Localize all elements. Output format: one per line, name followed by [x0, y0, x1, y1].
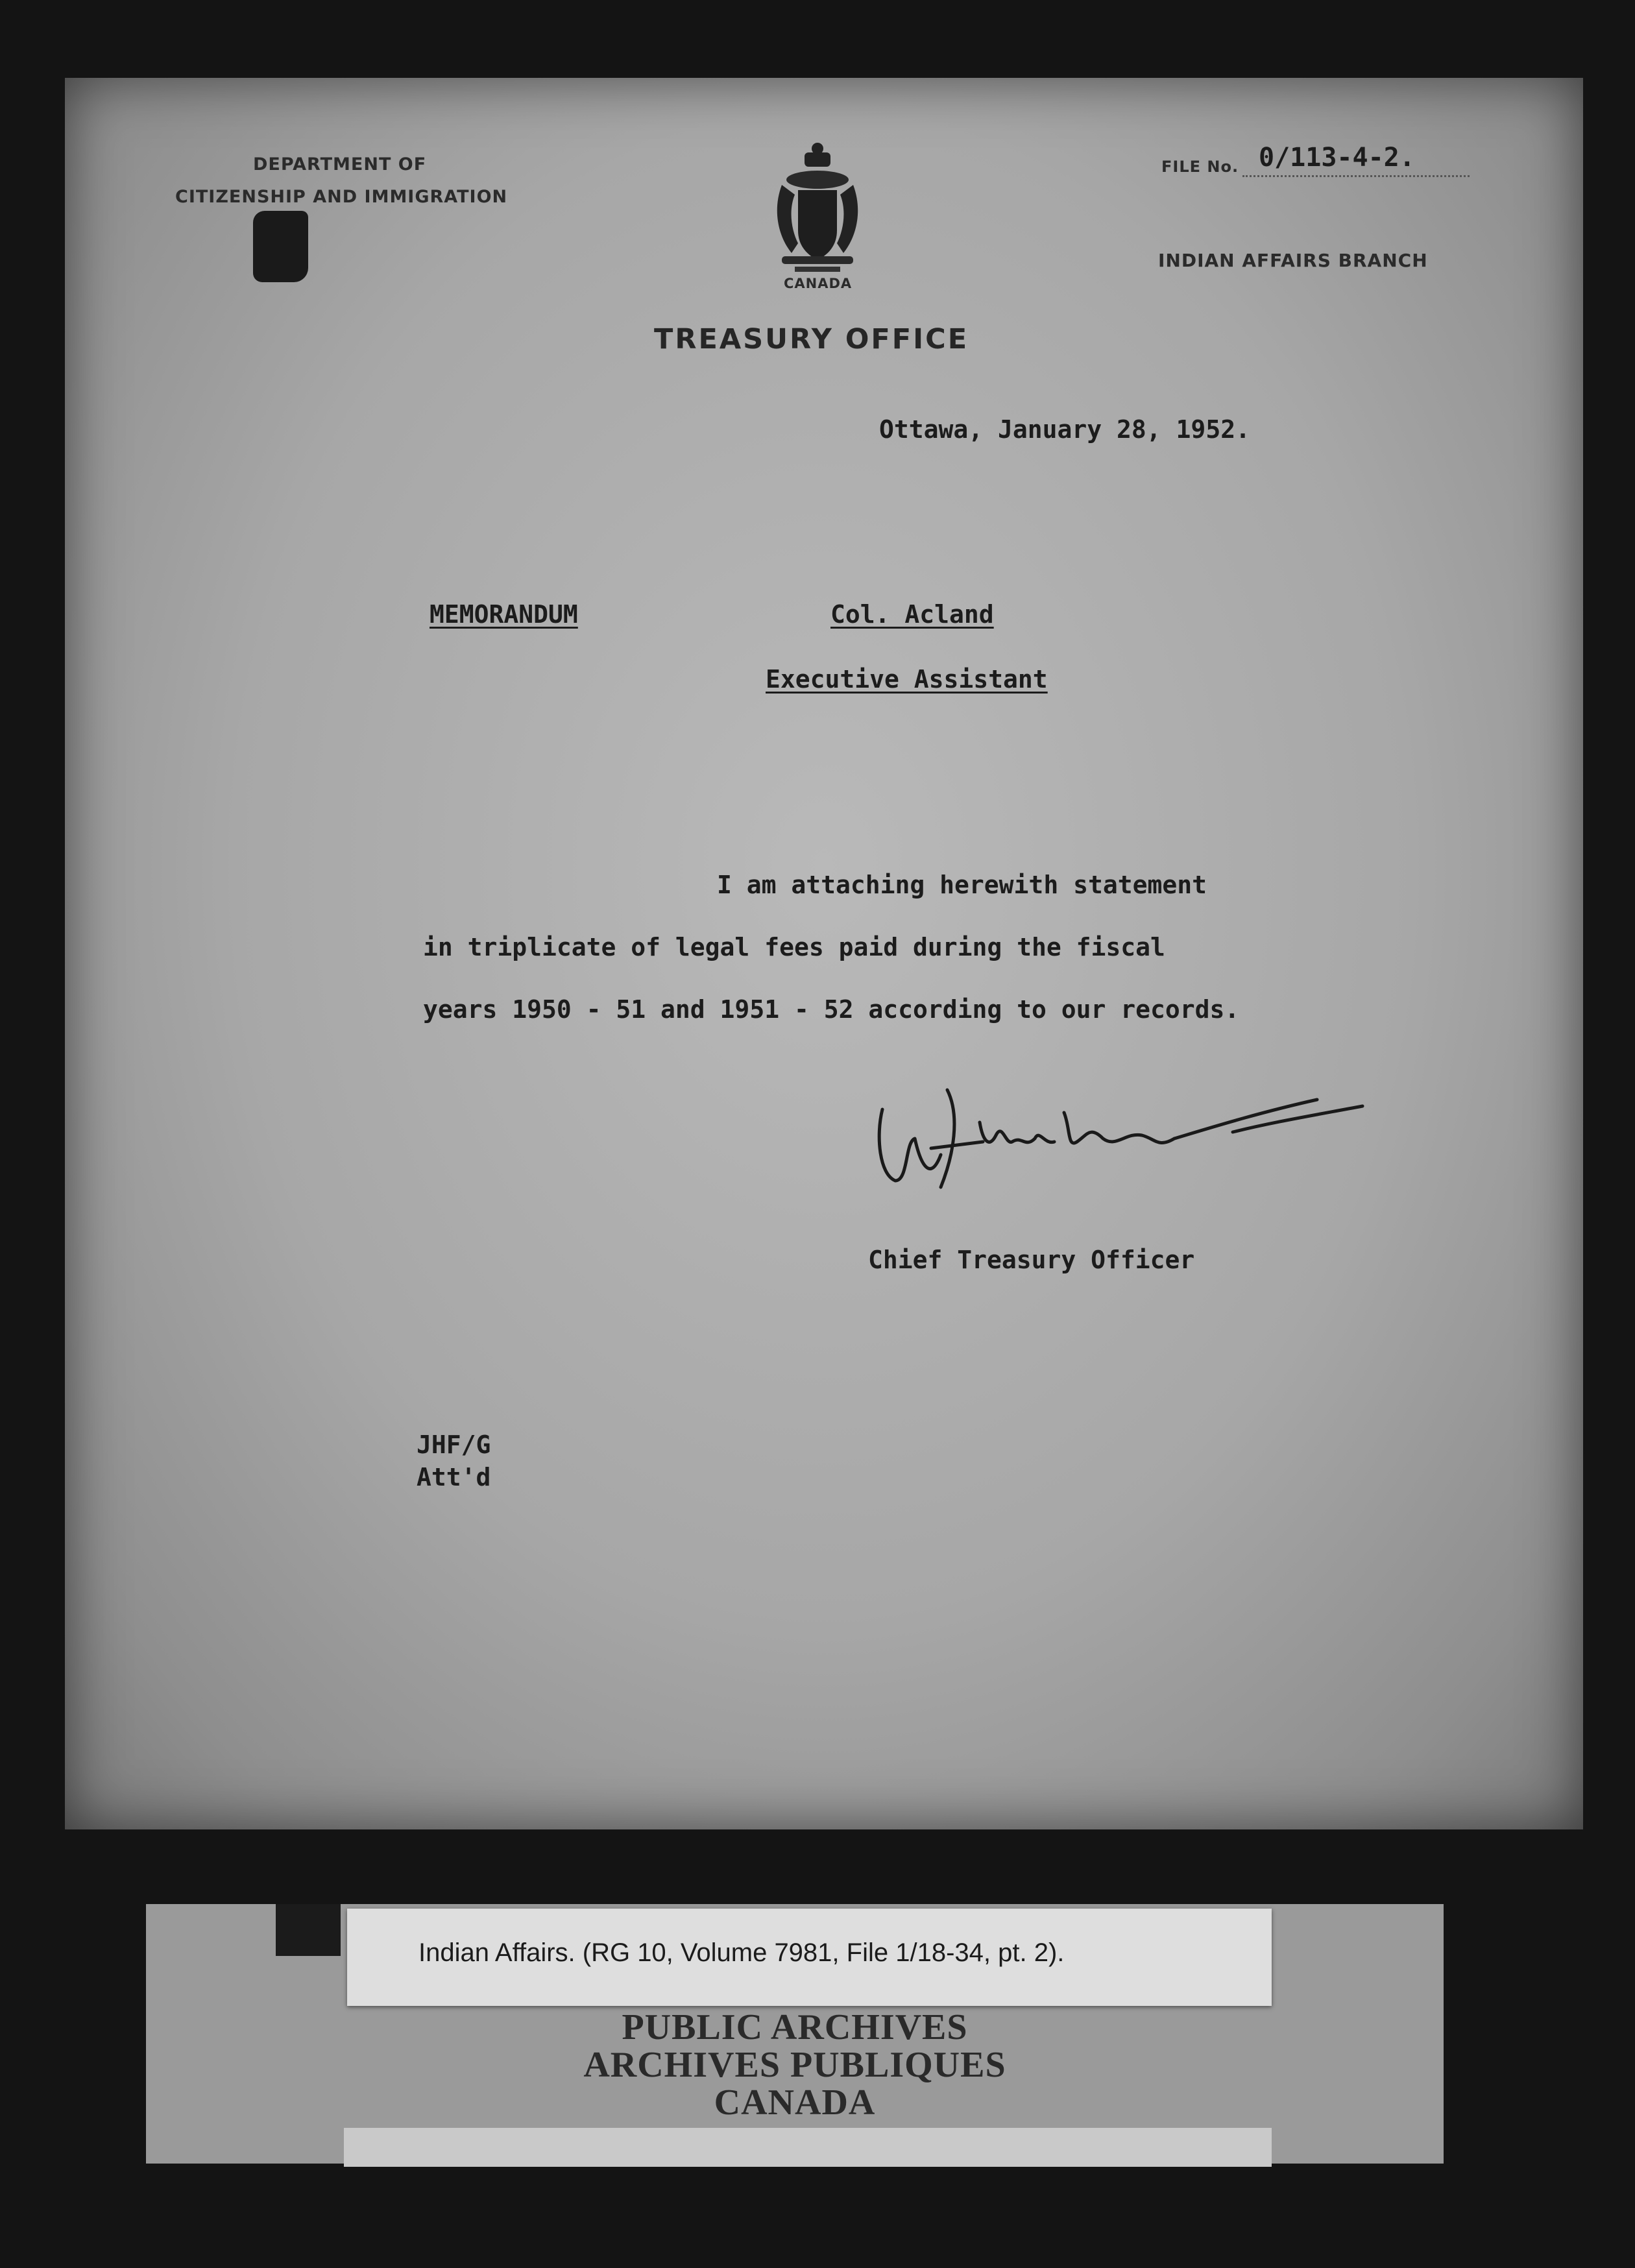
handwritten-signature — [869, 1077, 1388, 1207]
archive-stamp-line-3: CANADA — [714, 2082, 876, 2123]
office-title: TREASURY OFFICE — [654, 323, 969, 356]
archive-citation: Indian Affairs. (RG 10, Volume 7981, File 1/18-34, pt. 2). — [418, 1938, 1065, 1967]
archive-stamp-line-2: ARCHIVES PUBLIQUES — [583, 2045, 1006, 2085]
strip-notch — [276, 1904, 341, 1956]
file-number-label: FILE No. — [1161, 158, 1239, 176]
file-number: 0/113-4-2. — [1259, 143, 1415, 173]
body-line-1: I am attaching herewith statement — [717, 871, 1207, 899]
archive-citation-card — [347, 1909, 1272, 2006]
coat-of-arms-caption: CANADA — [784, 276, 853, 291]
department-line-1: DEPARTMENT OF — [253, 154, 427, 175]
body-line-2: in triplicate of legal fees paid during the fiscal — [423, 933, 1165, 961]
branch-name: INDIAN AFFAIRS BRANCH — [1158, 250, 1428, 271]
department-line-2: CITIZENSHIP AND IMMIGRATION — [175, 187, 508, 207]
file-number-line — [1242, 174, 1470, 177]
memo-type: MEMORANDUM — [430, 600, 578, 629]
memo-date: Ottawa, January 28, 1952. — [879, 415, 1250, 444]
document-sheet — [65, 78, 1583, 1829]
reference-initials: JHF/G — [417, 1430, 491, 1459]
recipient-name: Col. Acland — [830, 600, 994, 629]
attachment-note: Att'd — [417, 1463, 491, 1491]
archive-stamp-line-1: PUBLIC ARCHIVES — [622, 2007, 968, 2047]
coat-of-arms-emblem — [769, 139, 866, 282]
punch-hole-mark — [253, 211, 308, 282]
body-line-3: years 1950 - 51 and 1951 - 52 according to our records. — [423, 995, 1240, 1024]
recipient-title: Executive Assistant — [766, 665, 1048, 694]
lower-label-strip — [344, 2128, 1272, 2167]
signature-title: Chief Treasury Officer — [868, 1246, 1195, 1274]
